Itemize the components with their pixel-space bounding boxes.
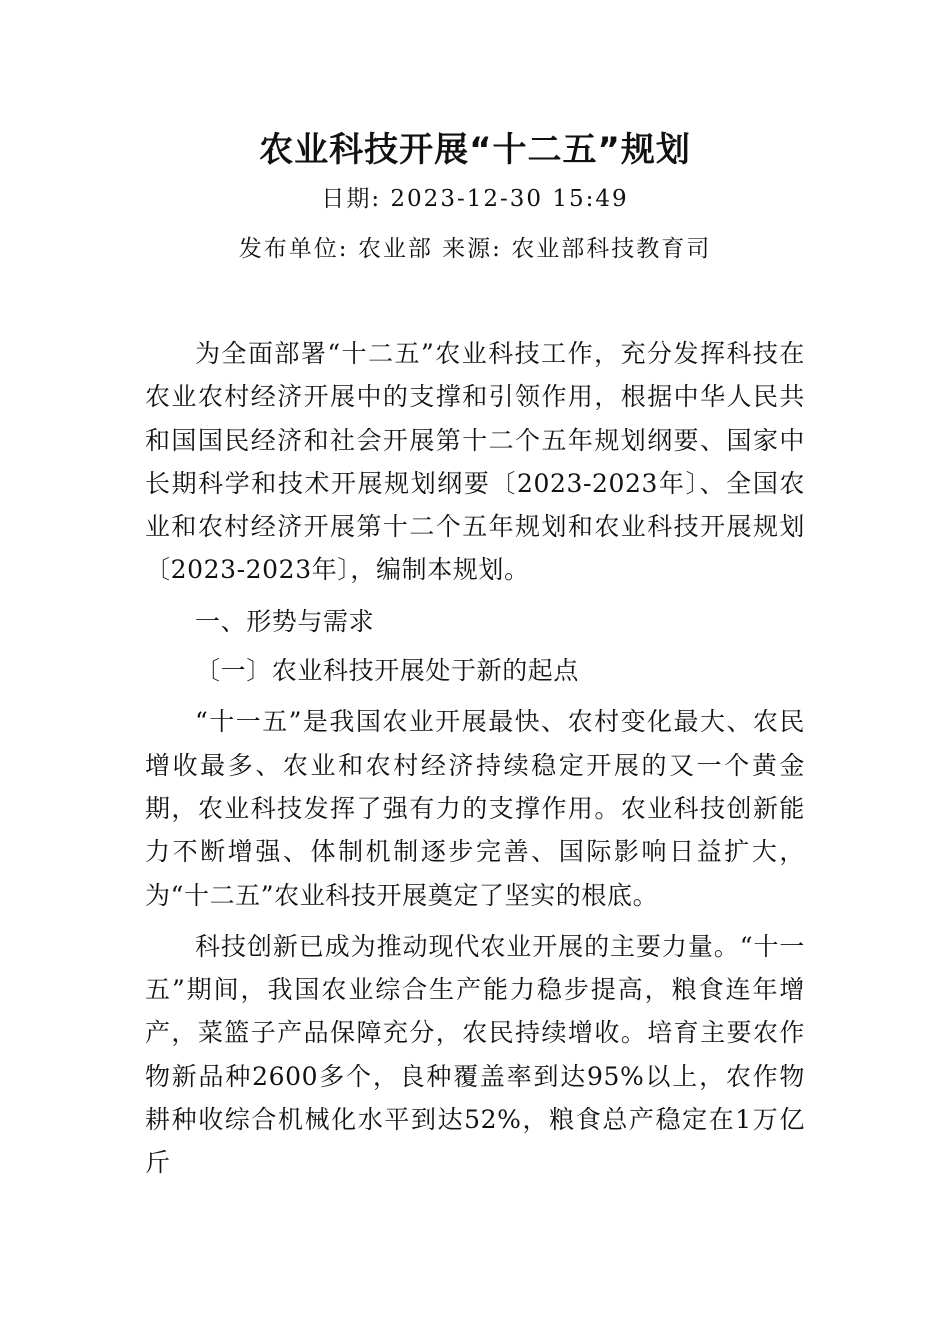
body-paragraph-3: 科技创新已成为推动现代农业开展的主要力量。“十一五”期间，我国农业综合生产能力稳步提高，粮食连年增产，菜篮子产品保障充分，农民持续增收。培育主要农作物新品种2600多个，良种覆盖率到达95%以上，农作物耕种收综合机械化水平到达52%，粮食总产稳定在1万亿斤 [145,931,805,1178]
body-paragraph-2: “十一五”是我国农业开展最快、农村变化最大、农民增收最多、农业和农村经济持续稳定开展的又一个黄金期，农业科技发挥了强有力的支撑作用。农业科技创新能力不断增强、体制机制逐步完善、国际影响日益扩大，为“十二五”农业科技开展奠定了坚实的根底。 [145,707,805,910]
section-heading-1: 一、形势与需求 [195,606,375,636]
intro-paragraph: 为全面部署“十二五”农业科技工作，充分发挥科技在农业农村经济开展中的支撑和引领作用，根据中华人民共和国国民经济和社会开展第十二个五年规划纲要、国家中长期科学和技术开展规划纲要〔2023-2023年〕、全国农业和农村经济开展第十二个五年规划和农业科技开展规划〔2023-2023年〕，编制本规划。 [145,339,805,585]
subsection-heading-1: 〔一〕农业科技开展处于新的起点 [195,656,580,686]
publisher-source: 发布单位: 农业部 来源: 农业部科技教育司 [238,236,712,262]
publish-date: 日期: 2023-12-30 15:49 [321,186,629,212]
document-title: 农业科技开展“十二五”规划 [259,130,691,170]
document-body [145,332,805,1185]
